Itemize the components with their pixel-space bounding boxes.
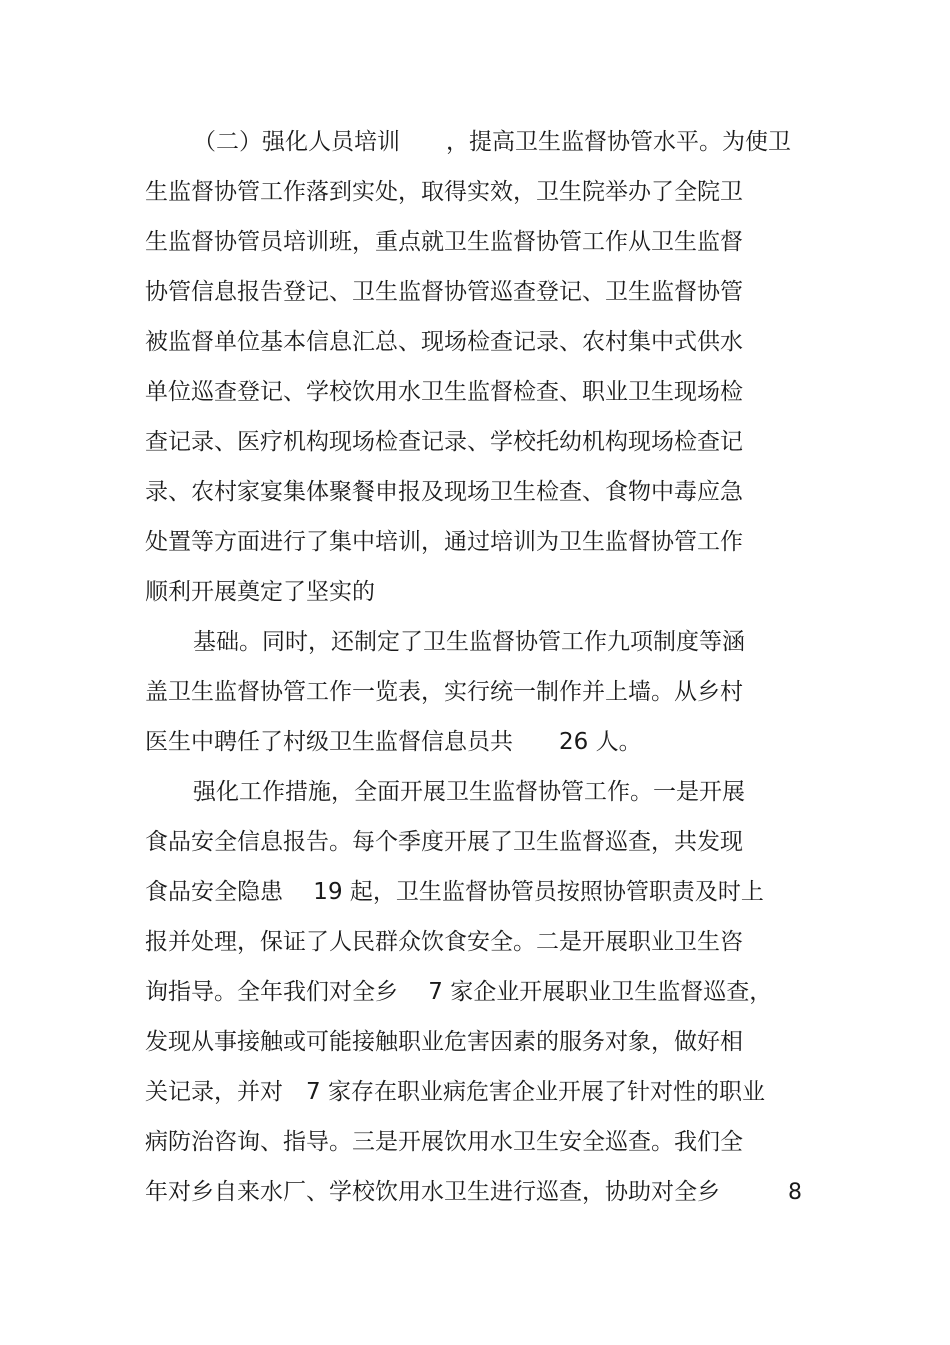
text-line: 基础。同时，还制定了卫生监督协管工作九项制度等涵	[193, 629, 745, 655]
text-line: 盖卫生监督协管工作一览表，实行统一制作并上墙。从乡村	[145, 679, 743, 705]
text-line: 询指导。全年我们对全乡 7 家企业开展职业卫生监督巡查，	[145, 979, 773, 1005]
text-line: 协管信息报告登记、卫生监督协管巡查登记、卫生监督协管	[145, 279, 743, 305]
text-line: （二）强化人员培训 ，提高卫生监督协管水平。为使卫	[193, 129, 791, 155]
text-line: 处置等方面进行了集中培训，通过培训为卫生监督协管工作	[145, 529, 743, 555]
text-line: 被监督单位基本信息汇总、现场检查记录、农村集中式供水	[145, 329, 743, 355]
text-line: 生监督协管员培训班，重点就卫生监督协管工作从卫生监督	[145, 229, 743, 255]
text-line: 食品安全隐患 19 起，卫生监督协管员按照协管职责及时上	[145, 879, 764, 905]
text-line: 病防治咨询、指导。三是开展饮用水卫生安全巡查。我们全	[145, 1129, 743, 1155]
text-line: 顺利开展奠定了坚实的	[145, 579, 375, 605]
text-line: 年对乡自来水厂、学校饮用水卫生进行巡查，协助对全乡	[145, 1179, 720, 1205]
text-line: 医生中聘任了村级卫生监督信息员共 26 人。	[145, 729, 642, 755]
text-line: 关记录，并对 7 家存在职业病危害企业开展了针对性的职业	[145, 1079, 765, 1105]
text-line: 食品安全信息报告。每个季度开展了卫生监督巡查，共发现	[145, 829, 743, 855]
text-line: 查记录、医疗机构现场检查记录、学校托幼机构现场检查记	[145, 429, 743, 455]
text-line: 强化工作措施，全面开展卫生监督协管工作。一是开展	[193, 779, 745, 805]
text-line: 录、农村家宴集体聚餐申报及现场卫生检查、食物中毒应急	[145, 479, 743, 505]
text-line: 发现从事接触或可能接触职业危害因素的服务对象，做好相	[145, 1029, 743, 1055]
text-line: 单位巡查登记、学校饮用水卫生监督检查、职业卫生现场检	[145, 379, 743, 405]
page-number: 8	[788, 1180, 802, 1205]
text-line: 报并处理，保证了人民群众饮食安全。二是开展职业卫生咨	[145, 929, 743, 955]
text-line: 生监督协管工作落到实处，取得实效，卫生院举办了全院卫	[145, 179, 743, 205]
